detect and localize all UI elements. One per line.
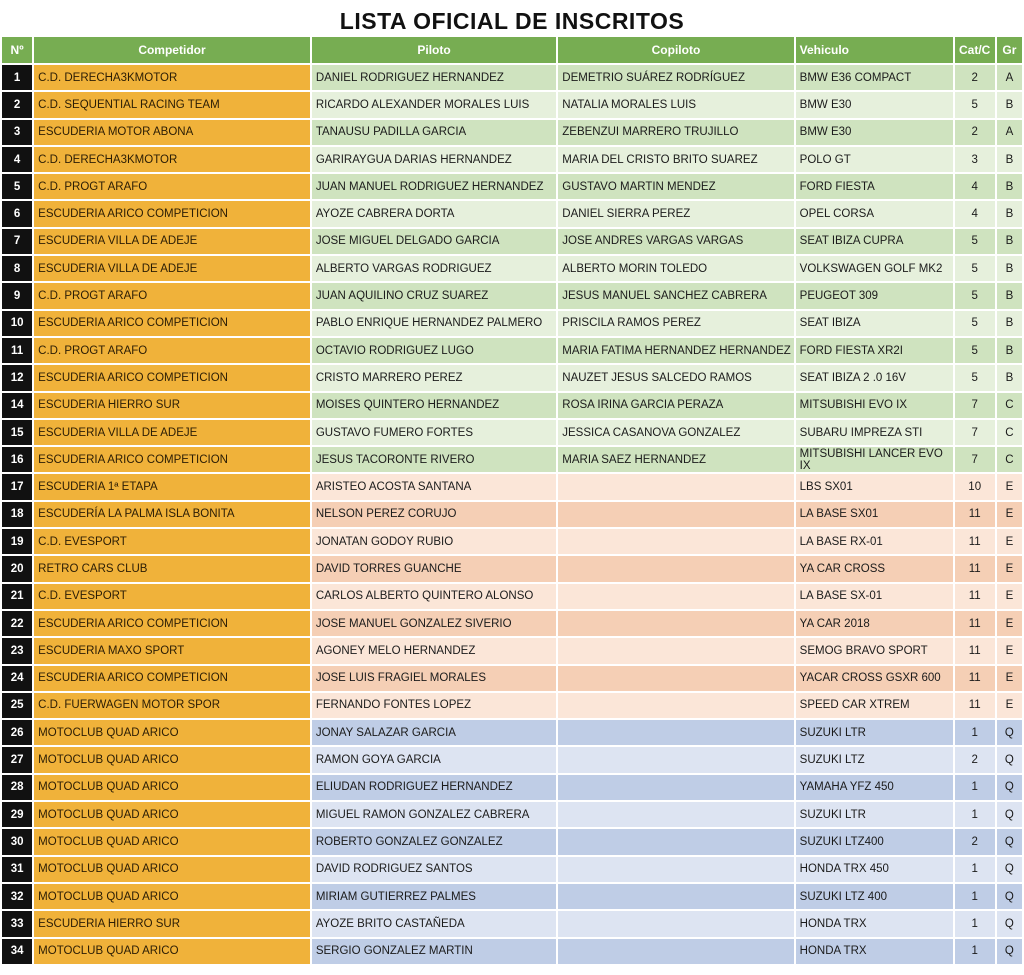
table-row	[2, 65, 1022, 92]
copilot-name: MARIA SAEZ HERNANDEZ	[558, 447, 793, 474]
group-value: B	[997, 147, 1022, 174]
copilot-name	[558, 666, 793, 693]
competitor-name: MOTOCLUB QUAD ARICO	[34, 802, 310, 829]
competitor-name: MOTOCLUB QUAD ARICO	[34, 747, 310, 774]
table-row	[2, 502, 1022, 529]
competitor-name: MOTOCLUB QUAD ARICO	[34, 857, 310, 884]
entry-number: 18	[2, 502, 32, 529]
entry-number: 9	[2, 283, 32, 310]
vehicle-name: SUZUKI LTZ 400	[796, 884, 953, 911]
pilot-name: DAVID RODRIGUEZ SANTOS	[312, 857, 556, 884]
category-value: 10	[955, 474, 995, 501]
entry-number: 33	[2, 911, 32, 938]
pilot-name: NELSON PEREZ CORUJO	[312, 502, 556, 529]
page-title: LISTA OFICIAL DE INSCRITOS	[339, 8, 685, 34]
group-value: B	[997, 229, 1022, 256]
vehicle-name: SUZUKI LTR	[796, 720, 953, 747]
category-value: 11	[955, 611, 995, 638]
pilot-name: ARISTEO ACOSTA SANTANA	[312, 474, 556, 501]
competitor-name: C.D. EVESPORT	[34, 584, 310, 611]
category-value: 7	[955, 393, 995, 420]
copilot-name	[558, 638, 793, 665]
vehicle-name: LA BASE RX-01	[796, 529, 953, 556]
copilot-name: DANIEL SIERRA PEREZ	[558, 201, 793, 228]
table-row	[2, 775, 1022, 802]
category-value: 11	[955, 693, 995, 720]
category-value: 1	[955, 857, 995, 884]
competitor-name: MOTOCLUB QUAD ARICO	[34, 829, 310, 856]
table-row	[2, 747, 1022, 774]
table-row	[2, 939, 1022, 966]
table-row	[2, 857, 1022, 884]
entry-number: 29	[2, 802, 32, 829]
entry-number: 24	[2, 666, 32, 693]
entry-number: 27	[2, 747, 32, 774]
entry-number: 28	[2, 775, 32, 802]
pilot-name: ROBERTO GONZALEZ GONZALEZ	[312, 829, 556, 856]
copilot-name	[558, 474, 793, 501]
competitor-name: RETRO CARS CLUB	[34, 556, 310, 583]
group-value: E	[997, 556, 1022, 583]
competitor-name: MOTOCLUB QUAD ARICO	[34, 939, 310, 966]
group-value: E	[997, 666, 1022, 693]
entry-number: 34	[2, 939, 32, 966]
group-value: Q	[997, 775, 1022, 802]
group-value: B	[997, 174, 1022, 201]
entry-number: 19	[2, 529, 32, 556]
pilot-name: MIGUEL RAMON GONZALEZ CABRERA	[312, 802, 556, 829]
table-row	[2, 802, 1022, 829]
pilot-name: MOISES QUINTERO HERNANDEZ	[312, 393, 556, 420]
table-row	[2, 420, 1022, 447]
table-row	[2, 201, 1022, 228]
pilot-name: JUAN AQUILINO CRUZ SUAREZ	[312, 283, 556, 310]
vehicle-name: SUZUKI LTR	[796, 802, 953, 829]
entry-number: 32	[2, 884, 32, 911]
category-value: 2	[955, 829, 995, 856]
pilot-name: GUSTAVO FUMERO FORTES	[312, 420, 556, 447]
entry-number: 20	[2, 556, 32, 583]
group-value: Q	[997, 747, 1022, 774]
category-value: 1	[955, 884, 995, 911]
vehicle-name: FORD FIESTA	[796, 174, 953, 201]
category-value: 2	[955, 120, 995, 147]
entry-number: 17	[2, 474, 32, 501]
table-row	[2, 529, 1022, 556]
table-row	[2, 638, 1022, 665]
pilot-name: FERNANDO FONTES LOPEZ	[312, 693, 556, 720]
entry-number: 22	[2, 611, 32, 638]
vehicle-name: BMW E30	[796, 120, 953, 147]
vehicle-name: MITSUBISHI LANCER EVO IX	[796, 447, 953, 474]
category-value: 1	[955, 939, 995, 966]
group-value: Q	[997, 829, 1022, 856]
group-value: Q	[997, 802, 1022, 829]
pilot-name: GARIRAYGUA DARIAS HERNANDEZ	[312, 147, 556, 174]
table-row	[2, 693, 1022, 720]
category-value: 11	[955, 584, 995, 611]
entry-number: 6	[2, 201, 32, 228]
table-row	[2, 911, 1022, 938]
group-value: Q	[997, 911, 1022, 938]
category-value: 11	[955, 638, 995, 665]
group-value: B	[997, 256, 1022, 283]
category-value: 11	[955, 502, 995, 529]
group-value: A	[997, 120, 1022, 147]
pilot-name: JONAY SALAZAR GARCIA	[312, 720, 556, 747]
copilot-name: JOSE ANDRES VARGAS VARGAS	[558, 229, 793, 256]
competitor-name: ESCUDERIA VILLA DE ADEJE	[34, 420, 310, 447]
pilot-name: JESUS TACORONTE RIVERO	[312, 447, 556, 474]
category-value: 1	[955, 911, 995, 938]
category-value: 7	[955, 447, 995, 474]
group-value: B	[997, 365, 1022, 392]
group-value: C	[997, 420, 1022, 447]
vehicle-name: YACAR CROSS GSXR 600	[796, 666, 953, 693]
entry-number: 12	[2, 365, 32, 392]
copilot-name	[558, 747, 793, 774]
copilot-name: NAUZET JESUS SALCEDO RAMOS	[558, 365, 793, 392]
category-value: 11	[955, 529, 995, 556]
entry-number: 14	[2, 393, 32, 420]
vehicle-name: HONDA TRX	[796, 939, 953, 966]
entry-number: 7	[2, 229, 32, 256]
vehicle-name: OPEL CORSA	[796, 201, 953, 228]
table-row	[2, 120, 1022, 147]
entry-number: 31	[2, 857, 32, 884]
competitor-name: C.D. PROGT ARAFO	[34, 338, 310, 365]
vehicle-name: YA CAR 2018	[796, 611, 953, 638]
vehicle-name: SUZUKI LTZ	[796, 747, 953, 774]
competitor-name: ESCUDERIA ARICO COMPETICION	[34, 666, 310, 693]
table-row	[2, 447, 1022, 474]
entry-number: 10	[2, 311, 32, 338]
competitor-name: ESCUDERIA ARICO COMPETICION	[34, 447, 310, 474]
competitor-name: ESCUDERIA 1ª ETAPA	[34, 474, 310, 501]
vehicle-name: SEAT IBIZA CUPRA	[796, 229, 953, 256]
competitor-name: ESCUDERIA MAXO SPORT	[34, 638, 310, 665]
vehicle-name: SEAT IBIZA	[796, 311, 953, 338]
competitor-name: C.D. DERECHA3KMOTOR	[34, 65, 310, 92]
pilot-name: DAVID TORRES GUANCHE	[312, 556, 556, 583]
competitor-name: ESCUDERIA HIERRO SUR	[34, 393, 310, 420]
pilot-name: CRISTO MARRERO PEREZ	[312, 365, 556, 392]
vehicle-name: YA CAR CROSS	[796, 556, 953, 583]
category-value: 1	[955, 720, 995, 747]
group-value: E	[997, 529, 1022, 556]
category-value: 4	[955, 174, 995, 201]
entry-number: 15	[2, 420, 32, 447]
copilot-name: ROSA IRINA GARCIA PERAZA	[558, 393, 793, 420]
entry-number: 21	[2, 584, 32, 611]
table-row	[2, 229, 1022, 256]
entry-number: 4	[2, 147, 32, 174]
header-number: Nº	[2, 37, 32, 65]
competitor-name: ESCUDERIA HIERRO SUR	[34, 911, 310, 938]
vehicle-name: PEUGEOT 309	[796, 283, 953, 310]
group-value: E	[997, 502, 1022, 529]
copilot-name	[558, 802, 793, 829]
entry-number: 26	[2, 720, 32, 747]
table-row	[2, 611, 1022, 638]
copilot-name: ALBERTO MORIN TOLEDO	[558, 256, 793, 283]
table-row	[2, 393, 1022, 420]
group-value: B	[997, 201, 1022, 228]
competitor-name: ESCUDERÍA LA PALMA ISLA BONITA	[34, 502, 310, 529]
competitor-name: C.D. PROGT ARAFO	[34, 174, 310, 201]
competitor-name: ESCUDERIA ARICO COMPETICION	[34, 611, 310, 638]
header-pilot: Piloto	[312, 37, 556, 65]
group-value: Q	[997, 939, 1022, 966]
entry-number: 2	[2, 92, 32, 119]
pilot-name: JOSE LUIS FRAGIEL MORALES	[312, 666, 556, 693]
category-value: 11	[955, 556, 995, 583]
group-value: E	[997, 474, 1022, 501]
vehicle-name: MITSUBISHI EVO IX	[796, 393, 953, 420]
copilot-name	[558, 529, 793, 556]
competitor-name: ESCUDERIA ARICO COMPETICION	[34, 365, 310, 392]
vehicle-name: LBS SX01	[796, 474, 953, 501]
vehicle-name: HONDA TRX 450	[796, 857, 953, 884]
vehicle-name: BMW E36 COMPACT	[796, 65, 953, 92]
table-row	[2, 666, 1022, 693]
category-value: 5	[955, 283, 995, 310]
category-value: 5	[955, 256, 995, 283]
category-value: 7	[955, 420, 995, 447]
category-value: 5	[955, 338, 995, 365]
copilot-name	[558, 857, 793, 884]
category-value: 11	[955, 666, 995, 693]
pilot-name: JUAN MANUEL RODRIGUEZ HERNANDEZ	[312, 174, 556, 201]
group-value: C	[997, 447, 1022, 474]
pilot-name: JOSE MANUEL GONZALEZ SIVERIO	[312, 611, 556, 638]
header-category: Cat/C	[955, 37, 995, 65]
pilot-name: SERGIO GONZALEZ MARTIN	[312, 939, 556, 966]
entry-number: 25	[2, 693, 32, 720]
pilot-name: RICARDO ALEXANDER MORALES LUIS	[312, 92, 556, 119]
category-value: 4	[955, 201, 995, 228]
category-value: 5	[955, 92, 995, 119]
copilot-name: DEMETRIO SUÁREZ RODRÍGUEZ	[558, 65, 793, 92]
vehicle-name: SEMOG BRAVO SPORT	[796, 638, 953, 665]
group-value: E	[997, 611, 1022, 638]
pilot-name: MIRIAM GUTIERREZ PALMES	[312, 884, 556, 911]
copilot-name: NATALIA MORALES LUIS	[558, 92, 793, 119]
pilot-name: OCTAVIO RODRIGUEZ LUGO	[312, 338, 556, 365]
category-value: 3	[955, 147, 995, 174]
table-row	[2, 311, 1022, 338]
category-value: 1	[955, 802, 995, 829]
copilot-name	[558, 720, 793, 747]
table-row	[2, 256, 1022, 283]
copilot-name: GUSTAVO MARTIN MENDEZ	[558, 174, 793, 201]
copilot-name	[558, 884, 793, 911]
entry-number: 23	[2, 638, 32, 665]
vehicle-name: LA BASE SX-01	[796, 584, 953, 611]
vehicle-name: YAMAHA YFZ 450	[796, 775, 953, 802]
copilot-name: JESSICA CASANOVA GONZALEZ	[558, 420, 793, 447]
header-competitor: Competidor	[34, 37, 310, 65]
group-value: C	[997, 393, 1022, 420]
vehicle-name: SUZUKI LTZ400	[796, 829, 953, 856]
vehicle-name: BMW E30	[796, 92, 953, 119]
entry-number: 8	[2, 256, 32, 283]
group-value: E	[997, 638, 1022, 665]
competitor-name: ESCUDERIA ARICO COMPETICION	[34, 201, 310, 228]
entry-number: 16	[2, 447, 32, 474]
pilot-name: JOSE MIGUEL DELGADO GARCIA	[312, 229, 556, 256]
table-header-row	[2, 37, 1022, 65]
copilot-name	[558, 556, 793, 583]
competitor-name: C.D. EVESPORT	[34, 529, 310, 556]
copilot-name: ZEBENZUI MARRERO TRUJILLO	[558, 120, 793, 147]
header-vehicle: Vehiculo	[796, 37, 953, 65]
group-value: Q	[997, 720, 1022, 747]
copilot-name	[558, 584, 793, 611]
vehicle-name: SEAT IBIZA 2 .0 16V	[796, 365, 953, 392]
pilot-name: RAMON GOYA GARCIA	[312, 747, 556, 774]
vehicle-name: FORD FIESTA XR2I	[796, 338, 953, 365]
pilot-name: DANIEL RODRIGUEZ HERNANDEZ	[312, 65, 556, 92]
competitor-name: ESCUDERIA MOTOR ABONA	[34, 120, 310, 147]
vehicle-name: POLO GT	[796, 147, 953, 174]
competitor-name: C.D. DERECHA3KMOTOR	[34, 147, 310, 174]
table-row	[2, 365, 1022, 392]
table-row	[2, 92, 1022, 119]
competitor-name: C.D. FUERWAGEN MOTOR SPOR	[34, 693, 310, 720]
competitor-name: MOTOCLUB QUAD ARICO	[34, 720, 310, 747]
copilot-name	[558, 829, 793, 856]
competitor-name: ESCUDERIA VILLA DE ADEJE	[34, 229, 310, 256]
competitor-name: ESCUDERIA VILLA DE ADEJE	[34, 256, 310, 283]
table-row	[2, 338, 1022, 365]
table-row	[2, 884, 1022, 911]
category-value: 2	[955, 747, 995, 774]
pilot-name: AYOZE BRITO CASTAÑEDA	[312, 911, 556, 938]
copilot-name: PRISCILA RAMOS PEREZ	[558, 311, 793, 338]
group-value: Q	[997, 884, 1022, 911]
vehicle-name: LA BASE SX01	[796, 502, 953, 529]
entry-number: 30	[2, 829, 32, 856]
category-value: 5	[955, 229, 995, 256]
copilot-name: MARIA DEL CRISTO BRITO SUAREZ	[558, 147, 793, 174]
group-value: B	[997, 92, 1022, 119]
group-value: B	[997, 338, 1022, 365]
pilot-name: PABLO ENRIQUE HERNANDEZ PALMERO	[312, 311, 556, 338]
table-row	[2, 584, 1022, 611]
pilot-name: ALBERTO VARGAS RODRIGUEZ	[312, 256, 556, 283]
group-value: Q	[997, 857, 1022, 884]
competitor-name: C.D. PROGT ARAFO	[34, 283, 310, 310]
group-value: E	[997, 584, 1022, 611]
competitor-name: MOTOCLUB QUAD ARICO	[34, 775, 310, 802]
group-value: B	[997, 311, 1022, 338]
competitor-name: ESCUDERIA ARICO COMPETICION	[34, 311, 310, 338]
copilot-name	[558, 611, 793, 638]
pilot-name: TANAUSU PADILLA GARCIA	[312, 120, 556, 147]
copilot-name	[558, 502, 793, 529]
entry-list-table	[0, 37, 1024, 966]
vehicle-name: SUBARU IMPREZA STI	[796, 420, 953, 447]
entry-number: 1	[2, 65, 32, 92]
entry-number: 11	[2, 338, 32, 365]
table-row	[2, 829, 1022, 856]
category-value: 2	[955, 65, 995, 92]
vehicle-name: VOLKSWAGEN GOLF MK2	[796, 256, 953, 283]
group-value: B	[997, 283, 1022, 310]
table-row	[2, 174, 1022, 201]
competitor-name: MOTOCLUB QUAD ARICO	[34, 884, 310, 911]
category-value: 1	[955, 775, 995, 802]
pilot-name: CARLOS ALBERTO QUINTERO ALONSO	[312, 584, 556, 611]
table-row	[2, 474, 1022, 501]
copilot-name	[558, 939, 793, 966]
copilot-name: JESUS MANUEL SANCHEZ CABRERA	[558, 283, 793, 310]
competitor-name: C.D. SEQUENTIAL RACING TEAM	[34, 92, 310, 119]
vehicle-name: SPEED CAR XTREM	[796, 693, 953, 720]
table-row	[2, 556, 1022, 583]
group-value: A	[997, 65, 1022, 92]
table-row	[2, 720, 1022, 747]
pilot-name: JONATAN GODOY RUBIO	[312, 529, 556, 556]
pilot-name: ELIUDAN RODRIGUEZ HERNANDEZ	[312, 775, 556, 802]
pilot-name: AYOZE CABRERA DORTA	[312, 201, 556, 228]
entry-number: 3	[2, 120, 32, 147]
copilot-name	[558, 693, 793, 720]
copilot-name: MARIA FATIMA HERNANDEZ HERNANDEZ	[558, 338, 793, 365]
vehicle-name: HONDA TRX	[796, 911, 953, 938]
category-value: 5	[955, 365, 995, 392]
entry-number: 5	[2, 174, 32, 201]
header-group: Gr	[997, 37, 1022, 65]
copilot-name	[558, 775, 793, 802]
copilot-name	[558, 911, 793, 938]
table-row	[2, 283, 1022, 310]
group-value: E	[997, 693, 1022, 720]
table-row	[2, 147, 1022, 174]
category-value: 5	[955, 311, 995, 338]
pilot-name: AGONEY MELO HERNANDEZ	[312, 638, 556, 665]
header-copilot: Copiloto	[558, 37, 793, 65]
